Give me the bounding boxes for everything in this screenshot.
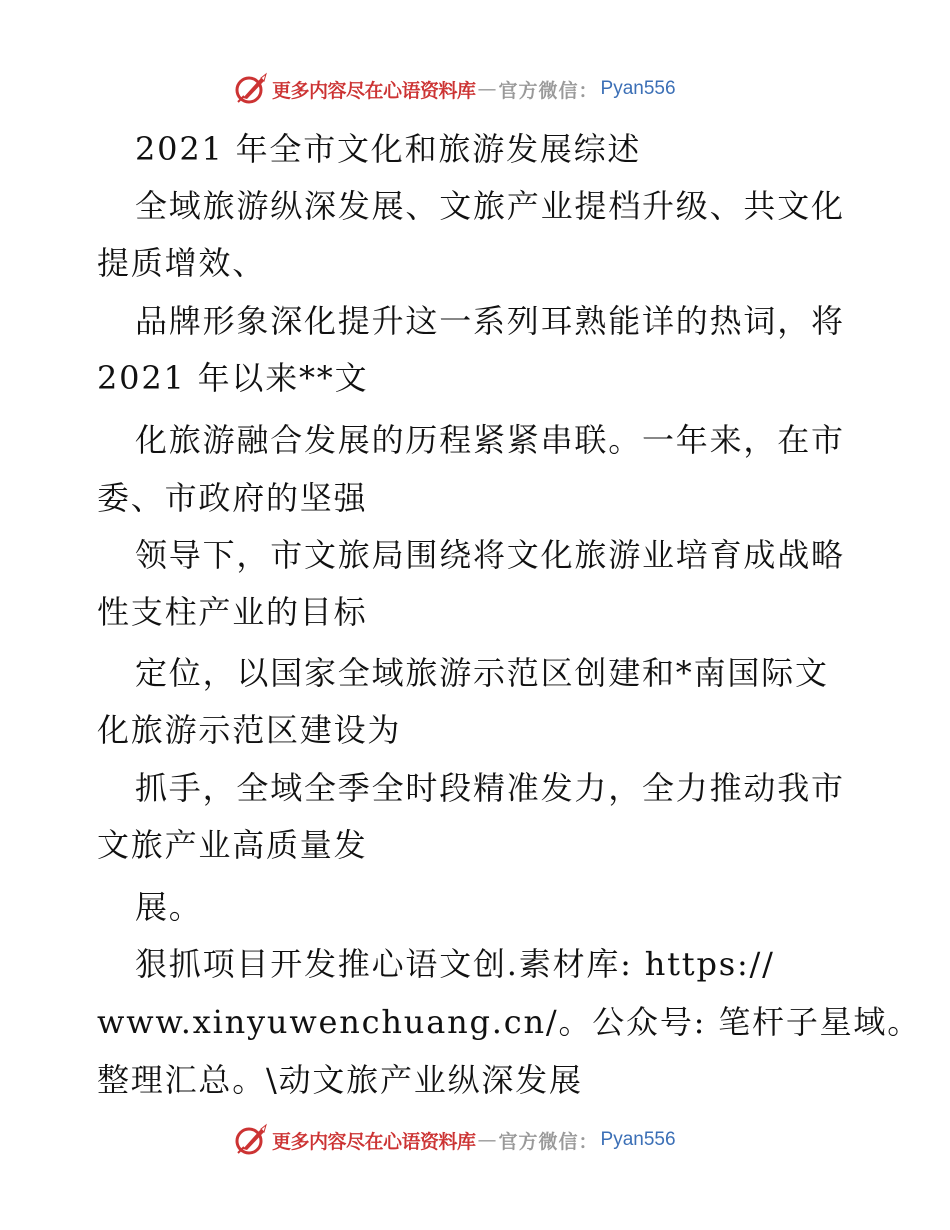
doc-line: 文旅产业高质量发 [97,826,368,864]
doc-line: 全域旅游纵深发展、文旅产业提档升级、共文化 [135,187,845,225]
doc-line: www.xinyuwenchuang.cn/。公众号: 笔杆子星域。 [97,1003,922,1041]
watermark-official-label: 官方微信： [498,79,599,102]
watermark-official-label: 官方微信： [498,1130,599,1153]
watermark-banner-top [234,72,714,106]
doc-title: 2021 年全市文化和旅游发展综述 [135,130,642,168]
doc-line: 2021 年以来**文 [97,359,369,397]
watermark-dash: — [477,1129,497,1151]
doc-line: 领导下，市文旅局围绕将文化旅游业培育成战略 [135,536,845,574]
watermark-brand-text: 更多内容尽在心语资料库 [272,79,476,102]
doc-line: 性支柱产业的目标 [97,593,368,631]
doc-line: 委、市政府的坚强 [97,479,368,517]
doc-line: 狠抓项目开发推心语文创.素材库: https:// [135,945,775,983]
doc-line: 化旅游融合发展的历程紧紧串联。一年来，在市 [135,421,845,459]
doc-line: 展。 [135,888,203,926]
doc-line: 抓手，全域全季全时段精准发力，全力推动我市 [135,769,845,807]
watermark-brand-text: 更多内容尽在心语资料库 [272,1130,476,1153]
watermark-banner-bottom [234,1123,714,1157]
doc-line: 化旅游示范区建设为 [97,711,402,749]
doc-line: 提质增效、 [97,244,267,282]
quill-logo-icon [234,72,268,106]
doc-line: 定位，以国家全域旅游示范区创建和*南国际文 [135,654,829,692]
watermark-wechat-id: Pyan556 [600,1129,676,1150]
doc-line: 品牌形象深化提升这一系列耳熟能详的热词，将 [135,302,845,340]
watermark-wechat-id: Pyan556 [600,78,676,99]
watermark-dash: — [477,78,497,100]
doc-line: 整理汇总。\动文旅产业纵深发展 [97,1061,583,1099]
quill-logo-icon [234,1123,268,1157]
